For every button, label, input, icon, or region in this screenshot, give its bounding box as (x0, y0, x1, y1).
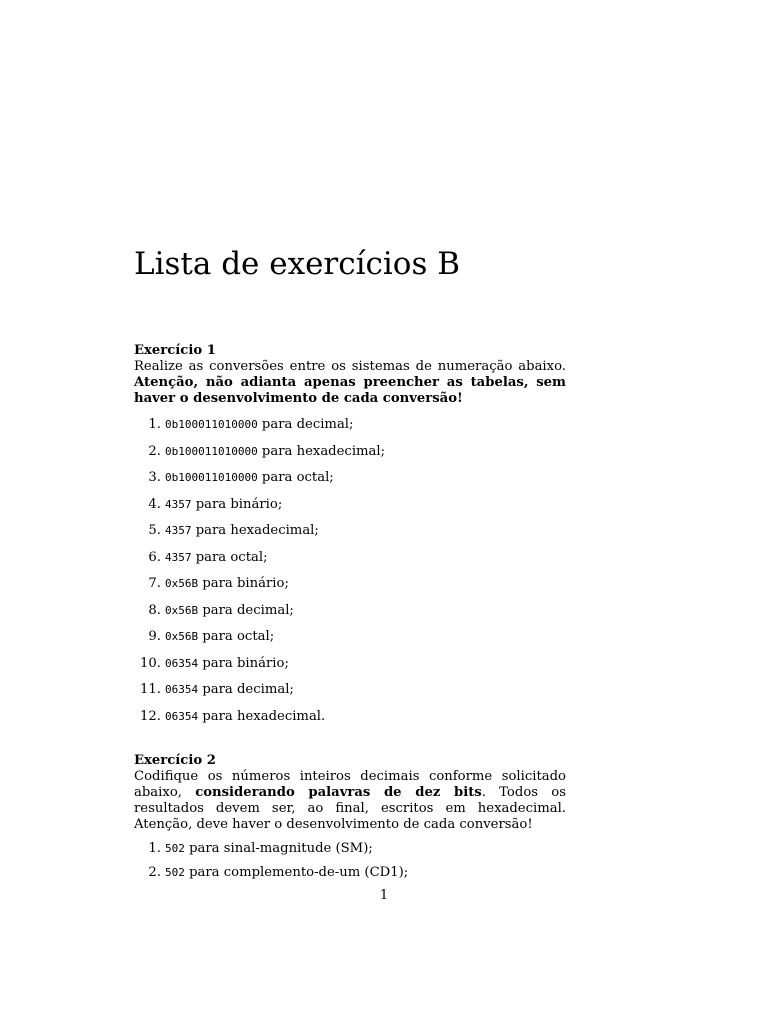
exercise-1-heading: Exercício 1 (134, 343, 216, 358)
list-item-value: 06354 (165, 709, 199, 723)
list-item-value: 0b100011010000 (165, 418, 258, 431)
list-item (134, 470, 566, 486)
list-item (134, 865, 566, 881)
list-item-text: para decimal; (202, 682, 294, 697)
list-item-number: 7. (148, 576, 161, 591)
list-item-text: para octal; (195, 549, 268, 565)
list-item-value: 4357 (165, 497, 192, 511)
list-item (134, 841, 566, 857)
exercise-1-list (134, 417, 566, 725)
exercise-2-instructions: Codifique os números inteiros decimais conforme solicitado abaixo, considerando palavras de dez bits. Todos os resultados devem ser, ao final, escritos em hexadecimal. Atenção, deve haver o desenvolvimento de cada conversão! (134, 769, 566, 832)
list-item-text: para binário; (202, 655, 289, 671)
list-item-number: 1. (148, 841, 161, 856)
list-item (134, 444, 566, 460)
page-title: Lista de exercícios B (134, 246, 460, 282)
list-item-value: 0x56B (165, 630, 199, 643)
list-item (134, 497, 566, 513)
exercise-1-instructions: Realize as conversões entre os sistemas de numeração abaixo. Atenção, não adianta apenas preencher as tabelas, sem haver o desenvolvimento de cada conversão! (134, 359, 566, 406)
list-item-text: para hexadecimal. (202, 708, 326, 724)
list-item-text: para complemento-de-um (CD1); (189, 865, 409, 880)
list-item-number: 6. (148, 549, 161, 565)
list-item-text: para sinal-magnitude (SM); (189, 841, 373, 856)
list-item-value: 4357 (165, 550, 192, 564)
list-item-number: 9. (148, 629, 161, 644)
list-item-value: 0x56B (165, 603, 199, 617)
list-item-text: para binário; (195, 496, 283, 512)
list-item-value: 4357 (165, 524, 192, 537)
list-item-value: 06354 (165, 683, 199, 696)
exercise-1-section (134, 343, 566, 725)
list-item (134, 629, 566, 645)
list-item-number: 5. (148, 523, 161, 538)
page-number: 1 (379, 888, 389, 903)
list-item-text: para binário; (202, 576, 289, 591)
list-item (134, 523, 566, 539)
list-item-text: para decimal; (261, 417, 354, 432)
list-item-value: 0b100011010000 (165, 471, 258, 484)
list-item-value: 502 (165, 866, 185, 879)
exercise-2-list (134, 841, 566, 881)
list-item-number: 2. (148, 865, 161, 880)
list-item-number: 12. (140, 708, 161, 724)
list-item-number: 2. (148, 443, 161, 459)
list-item-text: para decimal; (202, 602, 294, 618)
list-item (134, 550, 566, 566)
list-item-value: 0x56B (165, 577, 199, 590)
list-item-number: 11. (140, 682, 161, 697)
list-item-value: 502 (165, 842, 185, 855)
exercise-2-heading: Exercício 2 (134, 753, 216, 768)
list-item-text: para hexadecimal; (261, 443, 386, 459)
list-item (134, 576, 566, 592)
list-item (134, 417, 566, 433)
list-item-number: 8. (148, 602, 161, 618)
list-item-value: 06354 (165, 656, 199, 670)
list-item-number: 4. (148, 496, 161, 512)
list-item (134, 682, 566, 698)
list-item-number: 10. (140, 655, 161, 671)
list-item (134, 603, 566, 619)
list-item (134, 709, 566, 725)
list-item-text: para hexadecimal; (195, 523, 319, 538)
list-item (134, 656, 566, 672)
list-item-text: para octal; (261, 470, 334, 485)
list-item-text: para octal; (202, 629, 275, 644)
list-item-number: 1. (148, 417, 161, 432)
exercise-2-section (134, 753, 566, 881)
list-item-value: 0b100011010000 (165, 444, 258, 458)
list-item-number: 3. (148, 470, 161, 485)
